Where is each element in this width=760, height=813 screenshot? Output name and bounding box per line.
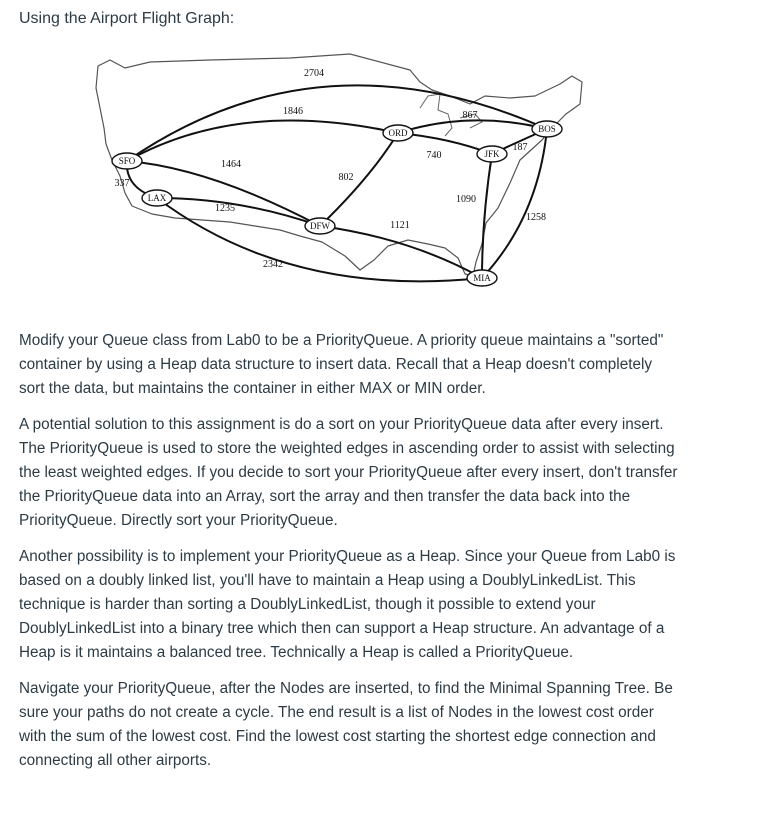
edge-weight-sfo-ord: 1846 — [283, 106, 303, 117]
paragraph-sort-solution: A potential solution to this assignment is do a sort on your PriorityQueue data after every insert. The PriorityQueue is used to store the weighted edges in ascending order to assist with selecting the least weighted edges. If you decide to sort your PriorityQueue after every insert, don't transfer the PriorityQueue data into an Array, sort the array and then transfer the data back into the PriorityQueue. Directly sort your PriorityQueue. — [19, 416, 678, 529]
airport-node-mia — [467, 270, 497, 286]
airport-node-label: JFK — [484, 149, 500, 159]
edge-lax-dfw — [157, 198, 320, 226]
edge-weight-ord-jfk: 740 — [426, 150, 442, 161]
edge-weight-ord-bos: 867 — [462, 110, 478, 121]
paragraph-priority-queue-intro: Modify your Queue class from Lab0 to be a PriorityQueue. A priority queue maintains a "sorted" container by using a Heap data structure to insert data. Recall that a Heap doesn't completely sort the data, but maintains the container in either MAX or MIN order. — [19, 332, 664, 397]
airport-node-jfk — [477, 146, 507, 162]
airport-node-label: SFO — [118, 156, 136, 166]
airport-node-sfo — [112, 153, 142, 169]
paragraph-minimal-spanning-tree: Navigate your PriorityQueue, after the Nodes are inserted, to find the Minimal Spanning Tree. Be sure your paths do not create a cycle. The end result is a list of Nodes in the lowest cost order with the sum of the lowest cost. Find the lowest cost starting the shortest edge connection and connecting all other airports. — [19, 680, 673, 769]
edge-weight-bos-mia: 1258 — [526, 212, 546, 223]
edge-weight-lax-dfw: 1235 — [215, 203, 235, 214]
edge-sfo-ord — [127, 121, 398, 162]
airport-node-lax — [142, 190, 172, 206]
edge-weight-lax-mia: 2342 — [263, 259, 283, 270]
paragraph-heap-solution: Another possibility is to implement your PriorityQueue as a Heap. Since your Queue from Lab0 is based on a doubly linked list, you'll have to maintain a Heap using a DoublyLinkedList. This technique is harder than sorting a DoublyLinkedList, though it possible to extend your DoublyLinkedList into a binary tree which then can support a Heap structure. An advantage of a Heap is it maintains a balanced tree. Technically a Heap is called a PriorityQueue. — [19, 548, 676, 661]
edge-dfw-mia — [320, 226, 482, 278]
edge-weight-sfo-lax: 337 — [114, 178, 130, 189]
edge-weight-dfw-ord: 802 — [338, 172, 354, 183]
airport-node-label: MIA — [473, 273, 491, 283]
airport-flight-graph — [90, 48, 610, 298]
edge-weight-dfw-mia: 1121 — [390, 220, 410, 231]
edge-weight-jfk-mia: 1090 — [456, 194, 476, 205]
edge-jfk-mia — [482, 154, 492, 278]
edge-lax-mia — [157, 198, 482, 281]
edge-weight-sfo-dfw: 1464 — [221, 159, 241, 170]
edge-dfw-ord — [320, 133, 398, 226]
assignment-instructions — [19, 329, 679, 785]
airport-node-label: DFW — [310, 221, 330, 231]
airport-node-bos — [532, 121, 562, 137]
airport-node-label: BOS — [538, 124, 556, 134]
airport-node-dfw — [305, 218, 335, 234]
edge-weight-sfo-bos: 2704 — [304, 68, 324, 79]
page-heading: Using the Airport Flight Graph: — [19, 10, 235, 27]
airport-node-label: ORD — [388, 128, 408, 138]
airport-node-label: LAX — [147, 193, 167, 203]
airport-flight-graph-svg — [90, 48, 610, 298]
airport-node-ord — [383, 125, 413, 141]
edge-weight-jfk-bos: 187 — [512, 142, 528, 153]
